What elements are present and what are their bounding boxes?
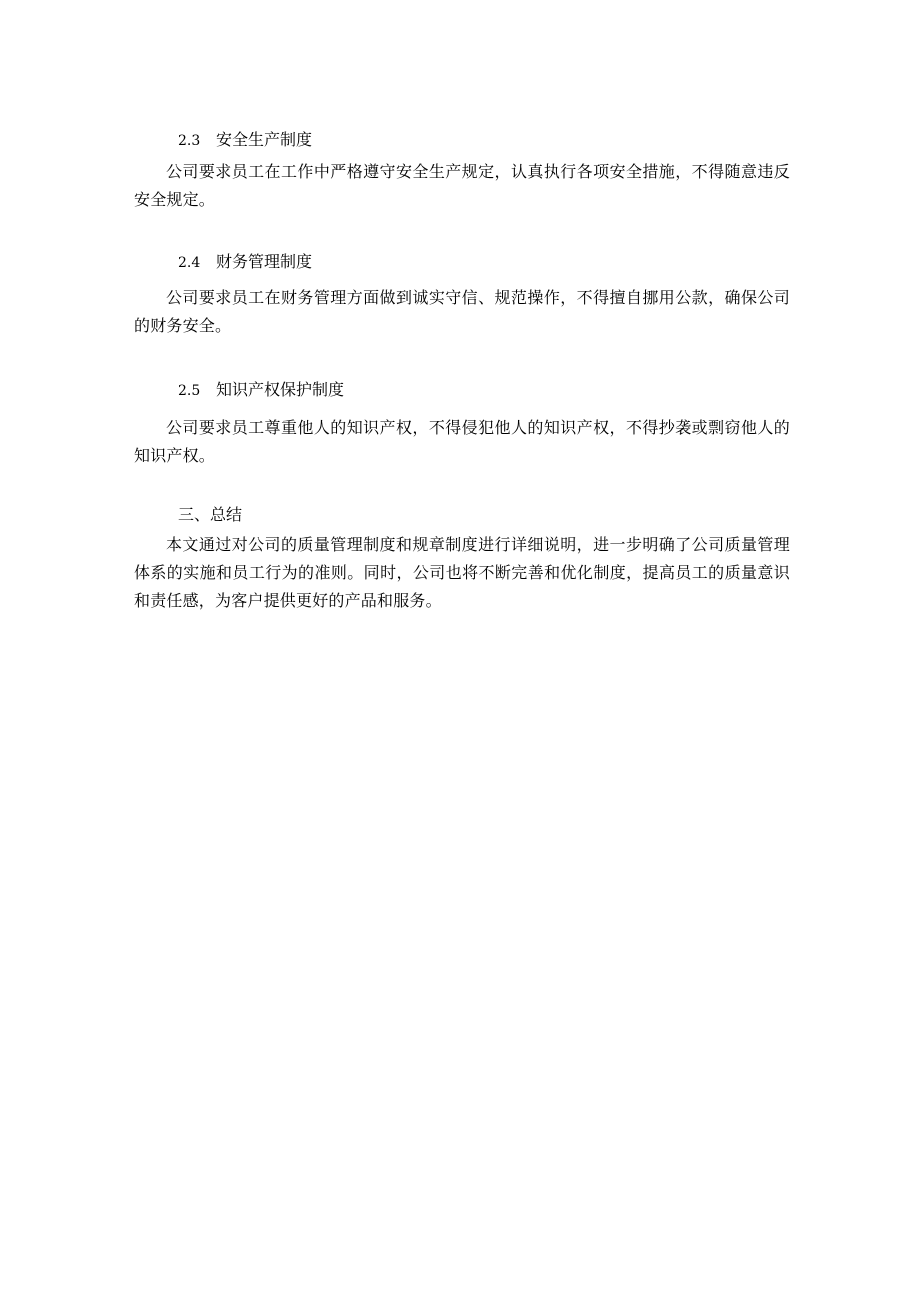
- section-title: 安全生产制度: [216, 130, 313, 149]
- section-body-2-3: 公司要求员工在工作中严格遵守安全生产规定，认真执行各项安全措施，不得随意违反安全规定。: [134, 162, 790, 209]
- summary-title: 三、总结: [178, 505, 243, 524]
- section-number: 2.5: [178, 383, 201, 399]
- section-heading-2-5: [178, 380, 344, 401]
- summary-heading: [178, 505, 242, 525]
- section-body-2-4: 公司要求员工在财务管理方面做到诚实守信、规范操作，不得擅自挪用公款，确保公司的财务安全。: [134, 288, 790, 335]
- section-number: 2.4: [178, 255, 201, 271]
- section-title: 知识产权保护制度: [216, 380, 345, 399]
- section-body-2-5: 公司要求员工尊重他人的知识产权，不得侵犯他人的知识产权，不得抄袭或剽窃他人的知识产权。: [134, 418, 790, 465]
- section-heading-2-3: [178, 130, 312, 151]
- section-number: 2.3: [178, 133, 201, 149]
- section-title: 财务管理制度: [216, 252, 313, 271]
- section-heading-2-4: [178, 252, 312, 273]
- summary-body: 本文通过对公司的质量管理制度和规章制度进行详细说明，进一步明确了公司质量管理体系的实施和员工行为的准则。同时，公司也将不断完善和优化制度，提高员工的质量意识和责任感，为客户提供更好的产品和服务。: [134, 535, 790, 610]
